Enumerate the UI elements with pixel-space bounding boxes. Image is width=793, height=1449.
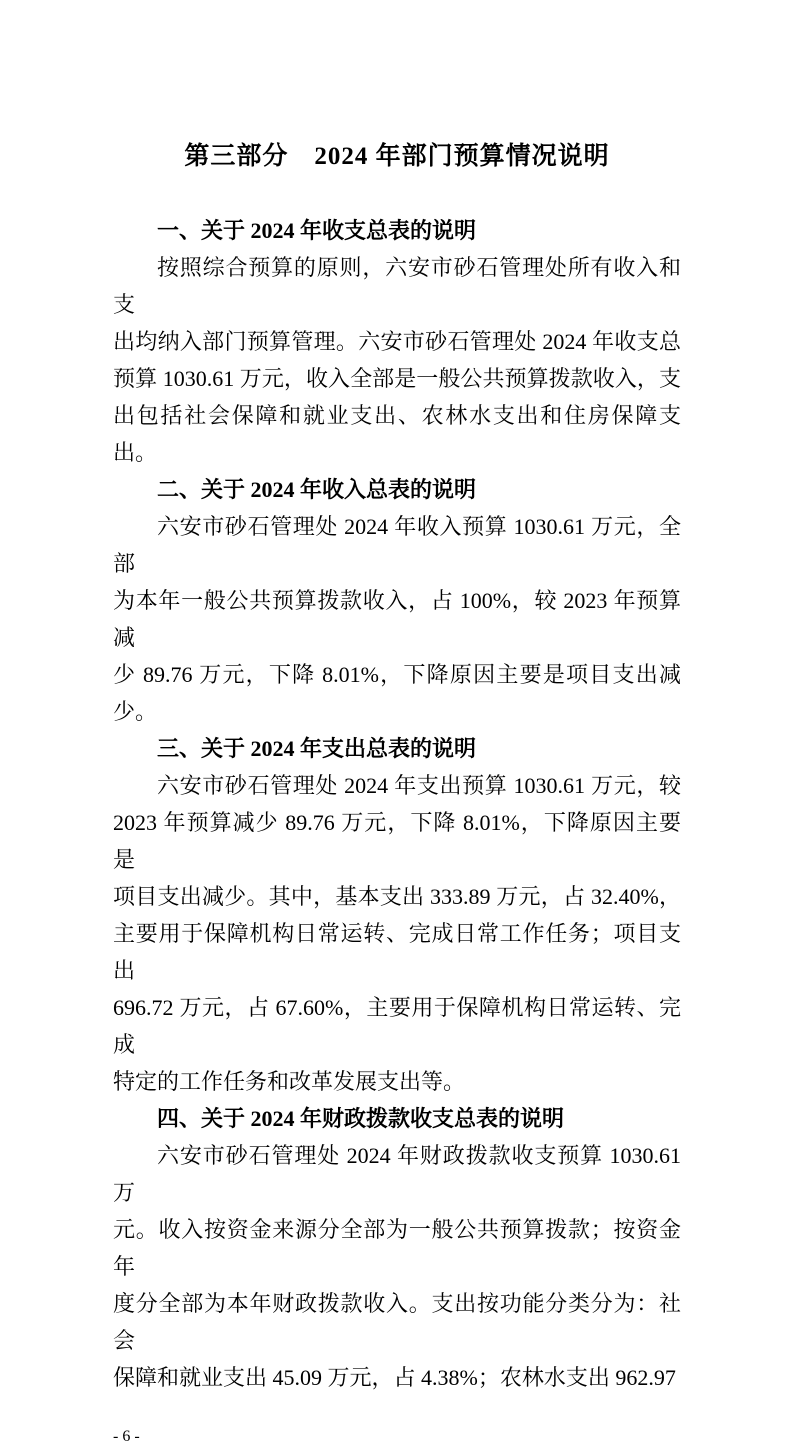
paragraph-line: 六安市砂石管理处 2024 年财政拨款收支预算 1030.61 万 <box>113 1143 681 1205</box>
page-title: 第三部分 2024 年部门预算情况说明 <box>184 143 610 170</box>
section-heading-expenditure: 三、关于 2024 年支出总表的说明 <box>157 736 477 761</box>
paragraph-line: 六安市砂石管理处 2024 年支出预算 1030.61 万元，较 <box>157 773 681 798</box>
paragraph-line: 保障和就业支出 45.09 万元，占 4.38%；农林水支出 962.97 <box>113 1365 676 1390</box>
document-body <box>113 212 681 1396</box>
paragraph-line: 项目支出减少。其中，基本支出 333.89 万元，占 32.40%， <box>113 884 681 909</box>
paragraph-line: 为本年一般公共预算拨款收入，占 100%，较 2023 年预算减 <box>113 588 681 650</box>
paragraph-line: 出包括社会保障和就业支出、农林水支出和住房保障支出。 <box>113 403 681 465</box>
paragraph-line: 696.72 万元，占 67.60%，主要用于保障机构日常运转、完成 <box>113 995 681 1057</box>
page-number: - 6 - <box>113 1428 140 1445</box>
paragraph-line: 少 89.76 万元，下降 8.01%，下降原因主要是项目支出减少。 <box>113 662 681 724</box>
paragraph-line: 元。收入按资金来源分全部为一般公共预算拨款；按资金年 <box>113 1217 681 1279</box>
paragraph-line: 按照综合预算的原则，六安市砂石管理处所有收入和支 <box>113 255 681 317</box>
section-heading-income-expenditure: 一、关于 2024 年收支总表的说明 <box>157 218 477 243</box>
paragraph-line: 特定的工作任务和改革发展支出等。 <box>113 1069 466 1094</box>
paragraph-line: 六安市砂石管理处 2024 年收入预算 1030.61 万元，全部 <box>113 514 681 576</box>
paragraph-line: 出均纳入部门预算管理。六安市砂石管理处 2024 年收支总 <box>113 329 681 354</box>
paragraph-line: 预算 1030.61 万元，收入全部是一般公共预算拨款收入，支 <box>113 366 681 391</box>
paragraph-line: 2023 年预算减少 89.76 万元，下降 8.01%，下降原因主要是 <box>113 810 681 872</box>
section-heading-fiscal-appropriation: 四、关于 2024 年财政拨款收支总表的说明 <box>157 1106 565 1131</box>
paragraph-line: 度分全部为本年财政拨款收入。支出按功能分类分为：社会 <box>113 1291 681 1353</box>
section-heading-income: 二、关于 2024 年收入总表的说明 <box>157 477 477 502</box>
paragraph-line: 主要用于保障机构日常运转、完成日常工作任务；项目支出 <box>113 921 681 983</box>
